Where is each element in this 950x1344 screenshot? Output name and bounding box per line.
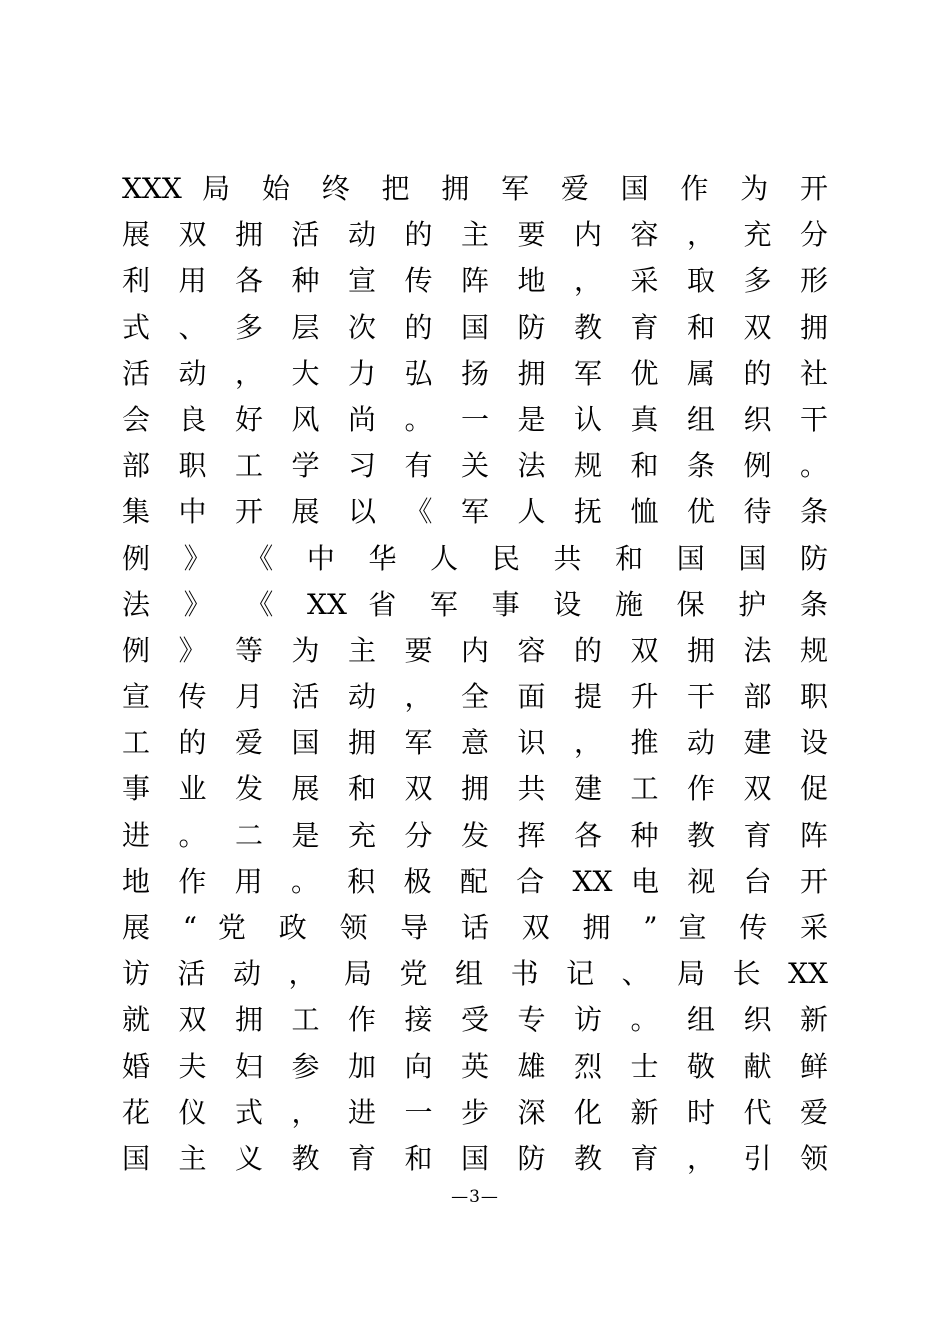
text-line: 部 职 工 学 习 有 关 法 规 和 条 例 。 [122, 449, 828, 483]
text-line: 例 》 《 中 华 人 民 共 和 国 国 防 [122, 541, 828, 575]
text-line: 活 动 ， 大 力 弘 扬 拥 军 优 属 的 社 [122, 356, 828, 390]
text-line: 利 用 各 种 宣 传 阵 地 ， 采 取 多 形 [122, 264, 828, 298]
text-line: 事 业 发 展 和 双 拥 共 建 工 作 双 促 [122, 772, 828, 806]
text-line: 访 活 动 ， 局 党 组 书 记 、 局 长 XX [122, 957, 828, 991]
text-line: 婚 夫 妇 参 加 向 英 雄 烈 士 敬 献 鲜 [122, 1049, 828, 1083]
text-line: 展 “ 党 政 领 导 话 双 拥 ” 宣 传 采 [122, 911, 828, 944]
text-line: XXX 局 始 终 把 拥 军 爱 国 作 为 开 [122, 172, 828, 205]
text-line: 进 。 二 是 充 分 发 挥 各 种 教 育 阵 [122, 818, 828, 852]
text-line: 会 良 好 风 尚 。 一 是 认 真 组 织 干 [122, 402, 828, 436]
text-line: 国 主 义 教 育 和 国 防 教 育 ， 引 领 [122, 1141, 828, 1175]
text-line: 地 作 用 。 积 极 配 合 XX 电 视 台 开 [122, 864, 828, 898]
text-line: 展 双 拥 活 动 的 主 要 内 容 ， 充 分 [122, 218, 828, 252]
text-line: 就 双 拥 工 作 接 受 专 访 。 组 织 新 [122, 1003, 828, 1037]
text-line: 式 、 多 层 次 的 国 防 教 育 和 双 拥 [122, 310, 828, 344]
text-line: 例 》 等 为 主 要 内 容 的 双 拥 法 规 [122, 633, 828, 667]
text-line: 工 的 爱 国 拥 军 意 识 ， 推 动 建 设 [122, 726, 828, 760]
text-line: 集 中 开 展 以 《 军 人 抚 恤 优 待 条 [122, 495, 828, 529]
text-line: 花 仪 式 ， 进 一 步 深 化 新 时 代 爱 [122, 1095, 828, 1129]
body-paragraph [122, 166, 828, 1182]
text-line: 宣 传 月 活 动 ， 全 面 提 升 干 部 职 [122, 680, 828, 714]
page-number: —3— [451, 1187, 499, 1207]
text-line: 法 》 《 XX 省 军 事 设 施 保 护 条 [122, 587, 828, 621]
